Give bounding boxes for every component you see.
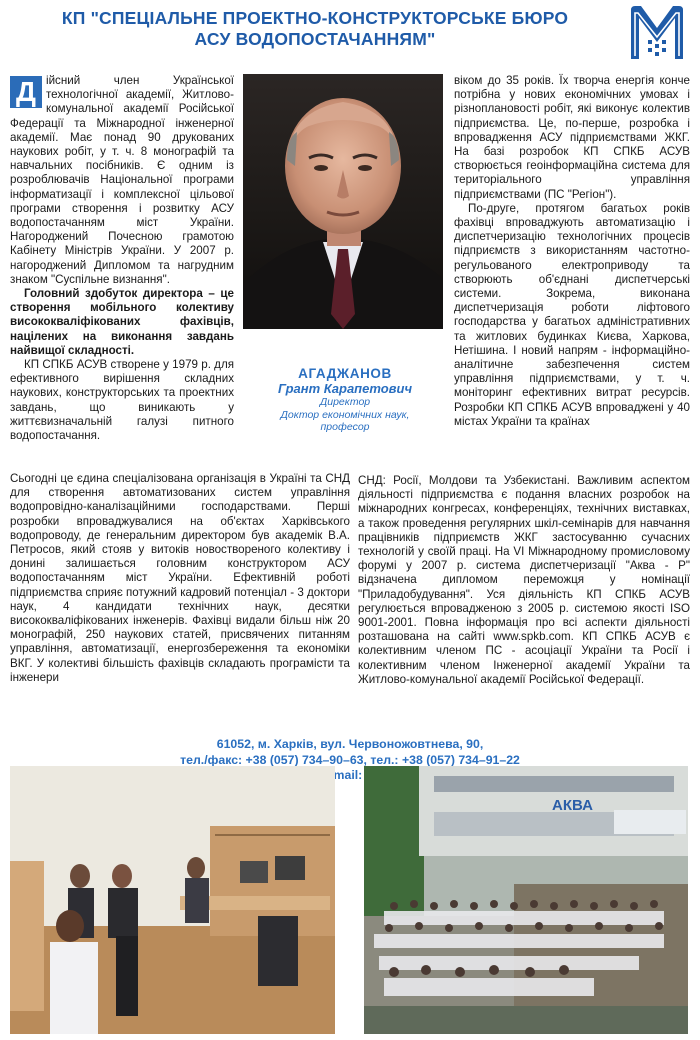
contact-address: 61052, м. Харків, вул. Червоножовтнева, 90, bbox=[216, 737, 484, 751]
director-portrait bbox=[243, 74, 443, 329]
article-left-column bbox=[10, 74, 234, 443]
wide-paragraph-1: Сьогодні це єдина спеціалізована організація в Україні та СНД для створення автоматизованих систем управління водопровідно-каналізаційними господарствами. Перші розробки впроваджувалися на об'єктах Харківського водопроводу, де генеральним директором був академік В.А. Петросов, який стояв у витоків новоствореного колективу і донині залишається головним конструктором АСУ водопостачанням міст України. Ефективній роботі підприємства сприяє потужний кадровий потенціал - 3 доктори наук, 4 кандидати технічних наук, десятки висококваліфікованих інженерів. Фахівці видали більш ніж 20 монографій, 250 наукових статей, присвячених питанням управління, автоматизації, енергозбереження та економіки ВКГ. У колективі більшість фахівців складають програмісти та інженери bbox=[10, 472, 350, 684]
building-sign: АКВА bbox=[552, 797, 593, 814]
page-title-line-2: АСУ ВОДОПОСТАЧАННЯМ" bbox=[194, 29, 436, 49]
director-role: Директор bbox=[319, 396, 371, 408]
mid-paragraph-1: СНД: Росії, Молдови та Узбекистані. Важливим аспектом діяльності підприємства є подання власних розробок на міжнародних конгресах, конференціях, технічних виставках, а також проведення регулярних шкіл-семінарів для навчання працівників підприємств ЖКГ застосуванню сучасних технологій у своїй праці. На VI Міжнародному промисловому форумі у 2007 р. система диспетчеризації "Аква - Р" відзначена дипломом переможця у номінації "Приладобудування". Уся діяльність КП СПКБ АСУВ регулюється впровадженою з 2005 р. системою якості ISO 9001-2001. Повна інформація про всі аспекти діяльності розташована на сайті www.spkb.com. КП СПКБ АСУВ є колективним членом ПС - асоціації України та Росії і колективним членом Інженерної академії України та Житлово-комунальної академії Російської Федерації. bbox=[358, 474, 690, 686]
page-title-line-1: КП "СПЕЦІАЛЬНЕ ПРОЕКТНО-КОНСТРУКТОРСЬКЕ БЮРО bbox=[61, 8, 569, 28]
contact-phones: тел./факс: +38 (057) 734–90–63, тел.: +38 (057) 734–91–22 bbox=[180, 752, 520, 767]
intro-paragraph bbox=[10, 74, 234, 287]
intro-text: ійсний член Української технологічної академії, Житлово-комунальної академії Російської Федерації та Міжнародної інженерної академії. Має понад 90 друкованих наукових робіт, у т. ч. 8 монографій та навчальних посібників. Є одним із розроблювачів Національної програми інформатизації і комплексної цільової програми створення і розвитку АСУ водопостачанням міст України. Нагороджений Почесною грамотою Кабінету Міністрів України. У 2007 р. нагороджений Дипломом та нагрудним знаком "Суспільне визнання". bbox=[10, 74, 234, 286]
article-wide-left bbox=[10, 472, 350, 685]
email-link[interactable]: E–mail: bbox=[318, 768, 363, 782]
lead-paragraph: Головний здобуток директора – це створення мобільного колективу висококваліфікованих фахівців, націлених на виконання завдань найвищої складності. bbox=[10, 287, 234, 357]
company-logo-icon bbox=[628, 4, 686, 62]
director-degree-line-1: Доктор економічних наук, bbox=[280, 408, 410, 421]
article-right-lower bbox=[358, 474, 690, 687]
portrait-caption bbox=[250, 366, 440, 434]
director-degree-line-2: професор bbox=[320, 421, 370, 433]
team-photo bbox=[364, 766, 688, 1034]
director-surname: АГАДЖАНОВ bbox=[298, 366, 392, 381]
history-paragraph: КП СПКБ АСУВ створене у 1979 р. для ефективного вирішення складних наукових, конструкторських та проектних завдань, що виникають у життєвизначальній галузі питного водопостачання. bbox=[10, 358, 234, 443]
right-paragraph-2: По-друге, протягом багатьох років фахівці впроваджують автоматизацію і диспетчеризацію технологічних процесів підприємств з використанням частотно-регульованого електроприводу та створюють об'єднані диспетчерські системи. Зокрема, виконана диспетчеризація роботи ліфтового господарства у багатьох адміністративних та житлових будинках Києва, Харкова, Нетішина. І новий напрям - інформаційно-аналітичне забезпечення систем управління підприємствами, у т. ч. моніторинг ефективних витрат ресурсів. Розробки КП СПКБ АСУВ впроваджені у 40 містах України та країнах bbox=[454, 201, 690, 428]
article-right-column bbox=[454, 74, 690, 429]
drop-cap: Д bbox=[10, 76, 42, 108]
right-paragraph-1: віком до 35 років. Їх творча енергія конче потрібна у нових економічних умовах і різноплановості робіт, які виконує колектив підприємства. Це, по-перше, розробка і впровадження АСУ підприємствами ЖКГ. На базі розробок КП СПКБ АСУВ створюється геоінформаційна система для територіального управління підприємствами (ПС "Регіон"). bbox=[454, 74, 690, 201]
director-given-name: Грант Карапетович bbox=[277, 381, 413, 396]
office-photo bbox=[10, 766, 335, 1034]
page-title bbox=[20, 8, 610, 50]
